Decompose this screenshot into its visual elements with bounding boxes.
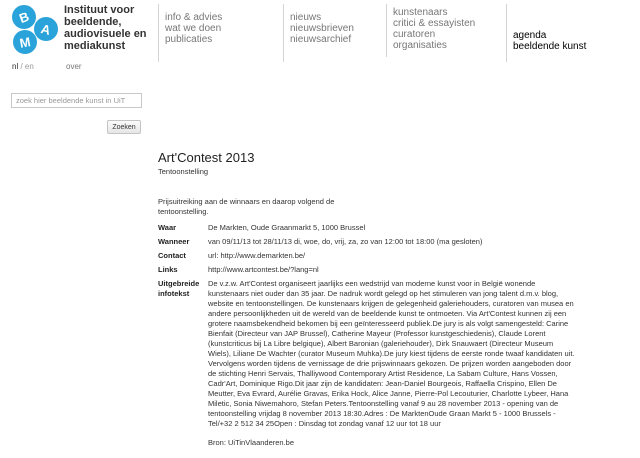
nav-link-nieuws[interactable]: nieuws [290, 12, 322, 23]
info-row-waar [158, 223, 578, 233]
bam-logo[interactable] [10, 4, 60, 56]
over-link[interactable]: over [66, 62, 82, 71]
source-credit: Bron: UiTinVlaanderen.be [208, 438, 295, 447]
logo-letter-m: M [18, 34, 32, 51]
info-label: Wanneer [158, 237, 190, 246]
nav-link-info-advies[interactable]: info & advies [165, 12, 223, 23]
event-title: Art'Contest 2013 [158, 150, 255, 165]
nav-link-curatoren[interactable]: curatoren [393, 29, 436, 40]
nav-link-publicaties[interactable]: publicaties [165, 34, 213, 45]
event-subtitle: Tentoonstelling [158, 167, 209, 176]
org-name-line: beeldende, [64, 16, 122, 28]
info-value[interactable]: http://www.artcontest.be/?lang=nl [208, 265, 319, 274]
info-value[interactable]: url: http://www.demarkten.be/ [208, 251, 306, 260]
info-row-wanneer [158, 237, 578, 247]
nav-column-kunstenaars [386, 4, 475, 57]
logo-letter-a: A [39, 21, 53, 38]
info-row-links [158, 265, 578, 275]
nav-link-agenda[interactable]: agenda [513, 30, 547, 41]
event-detail [158, 150, 578, 448]
org-name-line: audiovisuele en [64, 28, 147, 40]
info-value: De Markten, Oude Graanmarkt 5, 1000 Brussel [208, 223, 366, 232]
lang-separator: / [18, 62, 25, 71]
nav-column-info [158, 4, 222, 62]
nav-link-critici-essayisten[interactable]: critici & essayisten [393, 18, 476, 29]
search-button[interactable]: Zoeken [107, 120, 141, 134]
info-value: van 09/11/13 tot 28/11/13 di, woe, do, vrij, za, zo van 12:00 tot 18:00 (ma gesloten) [208, 237, 483, 246]
nav-column-nieuws [283, 4, 354, 62]
org-name[interactable] [64, 4, 154, 52]
logo-letter-b: B [17, 8, 32, 27]
nav-link-nieuwsbrieven[interactable]: nieuwsbrieven [290, 23, 354, 34]
org-name-line: Instituut voor [64, 4, 135, 16]
info-value: De v.z.w. Art'Contest organiseert jaarlijks een wedstrijd van moderne kunst voor in België wonende kunstenaars niet ouder dan 35 jaar. De nadruk wordt gelegd op het stimuleren van jong talent d.m.v. blog, website en tentoonstellingen. De kunstenaars krijgen de gelegenheid galeriehouders, curatoren van musea en andere persoonlijkheden uit de wereld van de beeldende kunst te ontmoeten. Via Art'Contest kunnen zij een grotere naamsbekendheid bekomen bij een geïnteresseerd publiek.De jury is als volgt samengesteld: Carine Bienfait (Directeur van JAP Brussel), Catherine Mayeur (Professor kunstgeschiedenis), Claude Lorent (kunstcriticus bij La Libre belgique), Albert Baronian (galeriehouder), Dirk Snauwaert (Directeur Museum Wiels), Liliane De Wachter (curator Museum Muhka).De jury kiest tijdens de eerste ronde twaaf kandidaten uit. Vervolgens worden tijdens de vernissage de drie prijswinnaars gekozen. De prijzen worden aangeboden door de stichting Henri Servais, Thalliywood Contemporary Artist Residence, La Sabam Culture, Hans Vossen, Cadr'Art, Dominique Rigo.Dit jaar zijn de kandidaten: Jean-Daniel Bourgeois, Raffaella Crispino, Ellen De Meutter, Eva Evrard, Aurélie Gravas, Erika Hock, Alice Janne, Pierre-Pol Lecouturier, Charlotte Lybeer, Hana Miletic, Sonia Niwemahoro, Stefan Peters.Tentoonstelling vanaf 9 au 28 november 2013 - opening van de tentoonstelling vrijdag 8 november 2013 18:30.Adres : De MarktenOude Graan Markt 5 - 1000 Brussels - Tel/+32 2 512 34 25Open : Dinsdag tot zondag vanaf 12 uur tot 18 uur [208, 279, 575, 428]
language-switcher [12, 62, 34, 71]
info-row-contact [158, 251, 578, 261]
lang-en-link[interactable]: en [24, 62, 34, 71]
org-name-line: mediakunst [64, 40, 126, 52]
info-label: Uitgebreide infotekst [158, 279, 200, 298]
lang-nl-link[interactable]: nl [12, 62, 19, 71]
info-label: Links [158, 265, 178, 274]
nav-column-agenda [506, 4, 586, 62]
nav-link-organisaties[interactable]: organisaties [393, 40, 447, 51]
nav-link-nieuwsarchief[interactable]: nieuwsarchief [290, 34, 352, 45]
info-label: Contact [158, 251, 186, 260]
nav-link-wat-we-doen[interactable]: wat we doen [165, 23, 222, 34]
info-row-infotekst [158, 279, 578, 429]
nav-link-beeldende-kunst[interactable]: beeldende kunst [513, 41, 587, 52]
search-input[interactable] [11, 93, 142, 108]
info-label: Waar [158, 223, 177, 232]
nav-link-kunstenaars[interactable]: kunstenaars [393, 7, 448, 18]
event-intro: Prijsuitreiking aan de winnaars en daarop volgend de tentoonstelling. [158, 197, 335, 216]
